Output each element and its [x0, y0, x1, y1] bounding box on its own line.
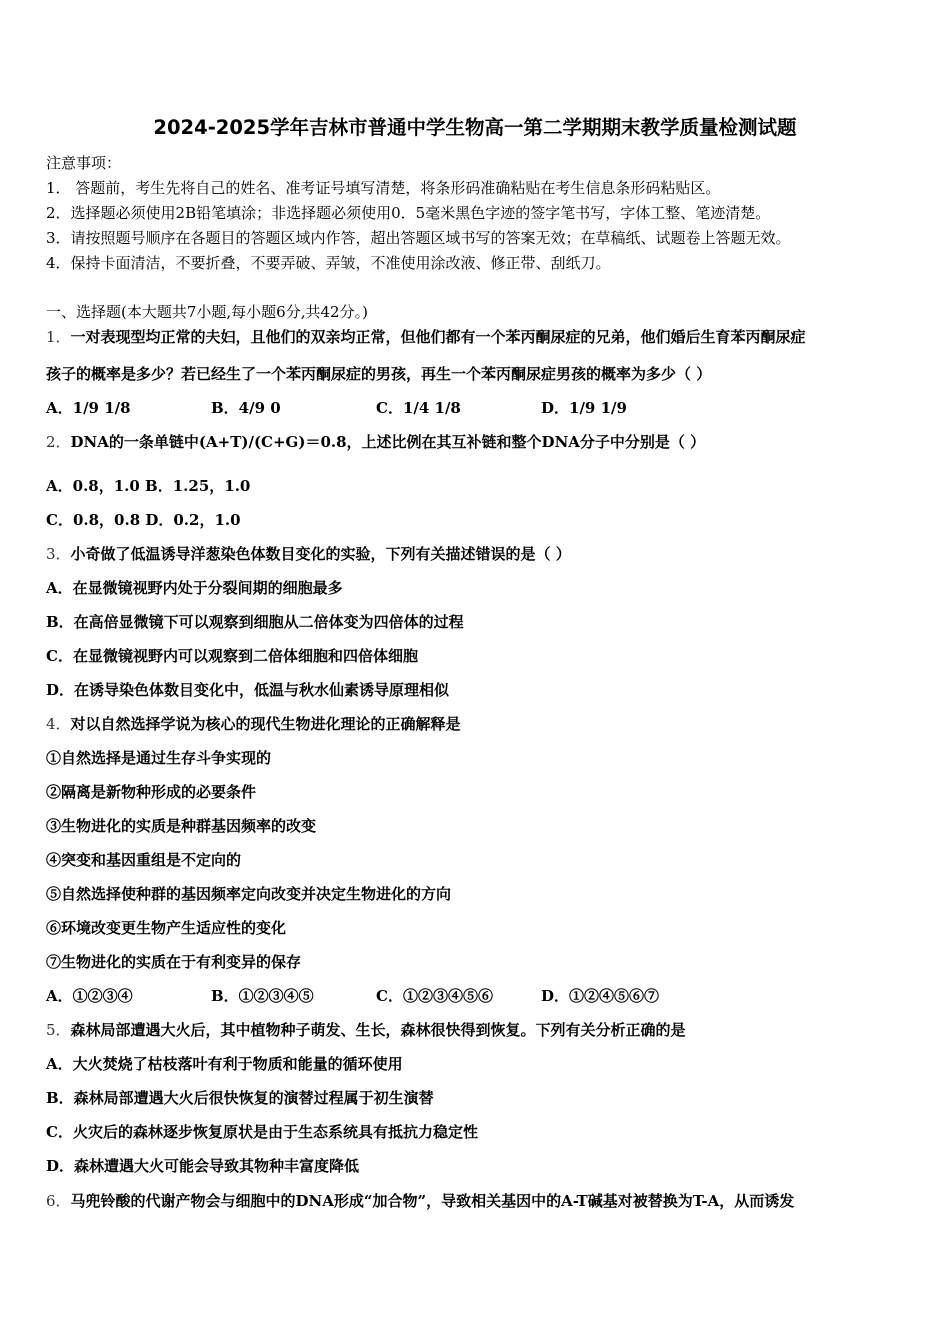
q3-option-b[interactable]: B．在高倍显微镜下可以观察到细胞从二倍体变为四倍体的过程 — [46, 613, 464, 631]
notice-heading: 注意事项： — [46, 154, 122, 172]
q4-statement-3: ③生物进化的实质是种群基因频率的改变 — [46, 817, 317, 835]
notice-item-1: 1． 答题前，考生先将自己的姓名、准考证号填写清楚，将条形码准确粘贴在考生信息条形码粘贴区。 — [46, 179, 721, 197]
q5-option-b[interactable]: B．森林局部遭遇大火后很快恢复的演替过程属于初生演替 — [46, 1089, 434, 1107]
question-text: 一对表现型均正常的夫妇，且他们的双亲均正常，但他们都有一个苯丙酮尿症的兄弟，他们婚后生育苯丙酮尿症 — [70, 328, 806, 346]
q4-statement-2: ②隔离是新物种形成的必要条件 — [46, 783, 257, 801]
section-heading: 一、选择题(本大题共7小题,每小题6分,共42分。) — [46, 303, 368, 321]
question-number: 2． — [46, 433, 71, 451]
question-text: 马兜铃酸的代谢产物会与细胞中的DNA形成“加合物”，导致相关基因中的A-T碱基对被替换为T-A，从而诱发 — [70, 1192, 795, 1210]
q3-option-c[interactable]: C．在显微镜视野内可以观察到二倍体细胞和四倍体细胞 — [46, 647, 418, 665]
question-text: 对以自然选择学说为核心的现代生物进化理论的正确解释是 — [70, 715, 461, 733]
exam-title: 2024-2025学年吉林市普通中学生物高一第二学期期末教学质量检测试题 — [153, 116, 797, 139]
question-2 — [46, 432, 705, 452]
notice-item-3: 3．请按照题号顺序在各题目的答题区域内作答，超出答题区域书写的答案无效；在草稿纸、试题卷上答题无效。 — [46, 229, 791, 247]
question-1-continued: 孩子的概率是多少？若已经生了一个苯丙酮尿症的男孩，再生一个苯丙酮尿症男孩的概率为多少（ ） — [46, 365, 712, 383]
question-6 — [46, 1191, 794, 1211]
q1-option-b[interactable]: B．4/9 0 — [211, 399, 281, 417]
q4-statement-1: ①自然选择是通过生存斗争实现的 — [46, 749, 272, 767]
question-number: 6． — [46, 1192, 71, 1210]
question-text: 小奇做了低温诱导洋葱染色体数目变化的实验，下列有关描述错误的是（ ） — [70, 545, 571, 563]
q5-option-c[interactable]: C．火灾后的森林逐步恢复原状是由于生态系统具有抵抗力稳定性 — [46, 1123, 478, 1141]
question-text: DNA的一条单链中(A+T)/(C+G)＝0.8，上述比例在其互补链和整个DNA分子中分别是（ ） — [70, 433, 706, 451]
q5-option-a[interactable]: A．大火焚烧了枯枝落叶有利于物质和能量的循环使用 — [46, 1055, 403, 1073]
q4-statement-5: ⑤自然选择使种群的基因频率定向改变并决定生物进化的方向 — [46, 885, 452, 903]
q4-option-b[interactable]: B．①②③④⑤ — [211, 987, 314, 1005]
q3-option-a[interactable]: A．在显微镜视野内处于分裂间期的细胞最多 — [46, 579, 343, 597]
question-number: 1． — [46, 328, 71, 346]
question-text: 森林局部遭遇大火后，其中植物种子萌发、生长，森林很快得到恢复。下列有关分析正确的是 — [70, 1021, 686, 1039]
question-4 — [46, 714, 461, 734]
q4-option-a[interactable]: A．①②③④ — [46, 987, 133, 1005]
question-number: 3． — [46, 545, 71, 563]
q5-option-d[interactable]: D．森林遭遇大火可能会导致其物种丰富度降低 — [46, 1157, 360, 1175]
notice-item-2: 2．选择题必须使用2B铅笔填涂；非选择题必须使用0．5毫米黑色字迹的签字笔书写，字体工整、笔迹清楚。 — [46, 204, 771, 222]
question-5 — [46, 1020, 686, 1040]
notice-item-4: 4．保持卡面清洁，不要折叠，不要弄破、弄皱，不准使用涂改液、修正带、刮纸刀。 — [46, 254, 611, 272]
q1-option-d[interactable]: D．1/9 1/9 — [541, 399, 627, 417]
q4-statement-7: ⑦生物进化的实质在于有利变异的保存 — [46, 953, 302, 971]
question-1 — [46, 327, 806, 347]
question-number: 5． — [46, 1021, 71, 1039]
q4-option-c[interactable]: C．①②③④⑤⑥ — [376, 987, 493, 1005]
q1-option-c[interactable]: C．1/4 1/8 — [376, 399, 461, 417]
question-number: 4． — [46, 715, 71, 733]
q4-option-d[interactable]: D．①②④⑤⑥⑦ — [541, 987, 660, 1005]
q2-options-ab[interactable]: A．0.8，1.0 B．1.25，1.0 — [46, 477, 251, 495]
q4-statement-4: ④突变和基因重组是不定向的 — [46, 851, 242, 869]
q2-options-cd[interactable]: C．0.8，0.8 D．0.2，1.0 — [46, 511, 241, 529]
q1-option-a[interactable]: A．1/9 1/8 — [46, 399, 131, 417]
q3-option-d[interactable]: D．在诱导染色体数目变化中，低温与秋水仙素诱导原理相似 — [46, 681, 450, 699]
question-3 — [46, 544, 571, 564]
q4-statement-6: ⑥环境改变更生物产生适应性的变化 — [46, 919, 287, 937]
